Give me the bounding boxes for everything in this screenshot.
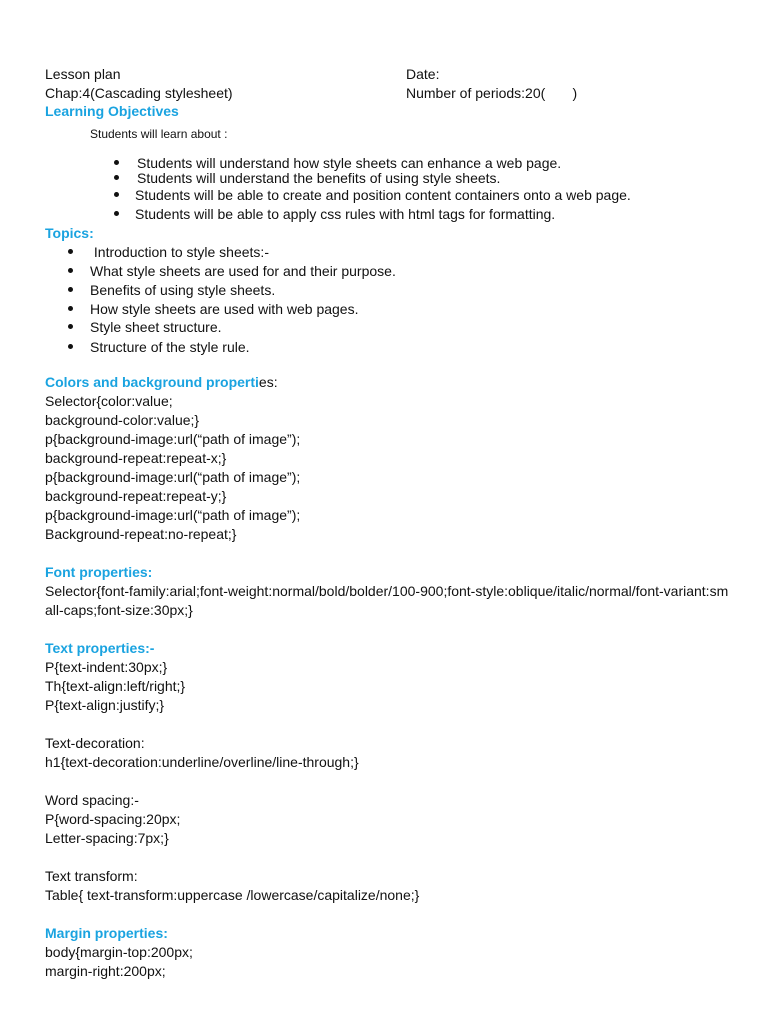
date-label: Date: (406, 66, 440, 82)
lesson-plan-label: Lesson plan (45, 66, 121, 82)
code-line: Selector{color:value; (45, 393, 173, 409)
objectives-intro: Students will learn about : (90, 127, 228, 141)
bullet-icon (68, 324, 73, 329)
code-line: P{text-align:justify;} (45, 697, 165, 713)
topic-item: What style sheets are used for and their purpose. (90, 263, 396, 279)
objective-item: Students will be able to create and position content containers onto a web page. (135, 187, 631, 203)
code-line: background-repeat:repeat-x;} (45, 450, 227, 466)
objective-item: Students will understand how style sheets can enhance a web page. (137, 155, 562, 171)
topic-item: How style sheets are used with web pages. (90, 301, 359, 317)
code-line: P{text-indent:30px;} (45, 659, 168, 675)
text-transform-label: Text transform: (45, 868, 138, 884)
margin-section-heading: Margin properties: (45, 925, 168, 941)
learning-objectives-heading: Learning Objectives (45, 103, 179, 119)
code-line: body{margin-top:200px; (45, 944, 193, 960)
word-spacing-label: Word spacing:- (45, 792, 139, 808)
bullet-icon (68, 249, 73, 254)
topic-item: Benefits of using style sheets. (90, 282, 276, 298)
code-line: P{word-spacing:20px; (45, 811, 181, 827)
bullet-icon (114, 211, 119, 216)
code-line: h1{text-decoration:underline/overline/line-through;} (45, 754, 359, 770)
code-line: p{background-image:url(“path of image”); (45, 469, 301, 485)
objective-item: Students will be able to apply css rules with html tags for formatting. (135, 206, 556, 222)
bullet-icon (68, 268, 73, 273)
code-line: p{background-image:url(“path of image”); (45, 431, 301, 447)
chapter-title: Chap:4(Cascading stylesheet) (45, 85, 233, 101)
bullet-icon (68, 344, 73, 349)
bullet-icon (114, 192, 119, 197)
topic-item: Introduction to style sheets:- (90, 244, 269, 260)
code-line: background-repeat:repeat-y;} (45, 488, 227, 504)
bullet-icon (68, 306, 73, 311)
code-line: all-caps;font-size:30px;} (45, 602, 193, 618)
code-line: Letter-spacing:7px;} (45, 830, 169, 846)
body-content (45, 373, 728, 981)
code-line: Th{text-align:left/right;} (45, 678, 186, 694)
font-section-heading: Font properties: (45, 564, 153, 580)
periods-label: Number of periods:20( ) (406, 85, 578, 101)
topic-item: Style sheet structure. (90, 319, 222, 335)
colors-section-heading: Colors and background properties: (45, 374, 278, 390)
code-line: background-color:value;} (45, 412, 200, 428)
text-decoration-label: Text-decoration: (45, 735, 145, 751)
topic-item: Structure of the style rule. (90, 339, 250, 355)
code-line: margin-right:200px; (45, 963, 166, 979)
bullet-icon (114, 175, 119, 180)
text-section-heading: Text properties:- (45, 640, 155, 656)
code-line: Background-repeat:no-repeat;} (45, 526, 237, 542)
code-line: p{background-image:url(“path of image”); (45, 507, 301, 523)
topics-heading: Topics: (45, 225, 94, 241)
code-line: Table{ text-transform:uppercase /lowercase/capitalize/none;} (45, 887, 420, 903)
bullet-icon (114, 160, 119, 165)
code-line: Selector{font-family:arial;font-weight:normal/bold/bolder/100-900;font-style:oblique/italic/normal/font-variant:sm (45, 583, 729, 599)
bullet-icon (68, 287, 73, 292)
objective-item: Students will understand the benefits of using style sheets. (137, 170, 501, 186)
